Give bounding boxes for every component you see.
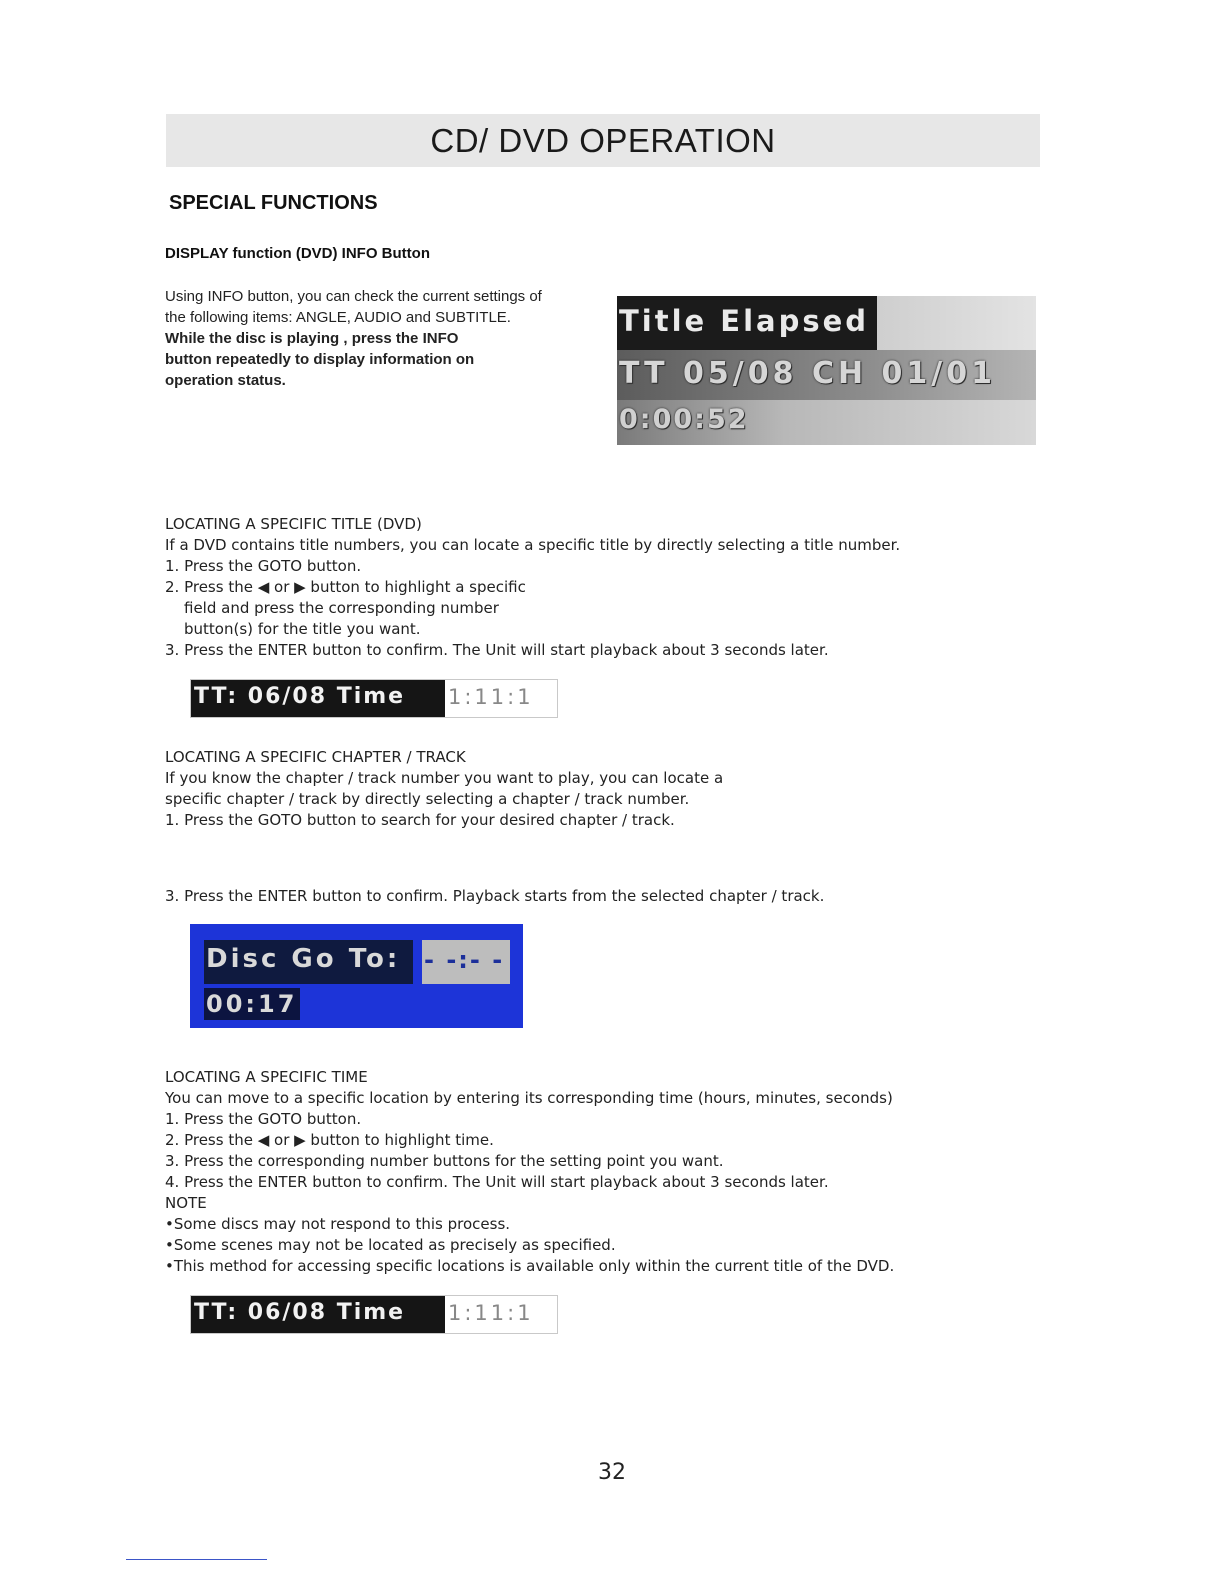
time-step: 4. Press the ENTER button to confirm. The Unit will start playback about 3 seconds later. [165,1173,829,1191]
disc-goto-label: Disc Go To: [206,944,401,974]
chapter-step: 1. Press the GOTO button to search for your desired chapter / track. [165,811,675,829]
intro-bold-line: button repeatedly to display information on [165,351,475,368]
note-heading: NOTE [165,1194,207,1212]
time-section [165,1067,894,1277]
tt-time-value: 1:11:1 [448,1301,534,1325]
title-step: 2. Press the ◀ or ▶ button to highlight a specific [165,578,526,596]
tt-label: TT: 06/08 Time [194,684,406,709]
footer-rule [126,1559,267,1560]
note-item: •Some discs may not respond to this process. [165,1215,511,1233]
chapter-section-heading: LOCATING A SPECIFIC CHAPTER / TRACK [165,748,466,766]
title-section-heading: LOCATING A SPECIFIC TITLE (DVD) [165,515,422,533]
tt-label: TT: 06/08 Time [194,1300,406,1325]
intro-bold-line: operation status. [165,372,286,389]
tt-time-value: 1:11:1 [448,685,534,709]
title-step: button(s) for the title you want. [184,620,421,638]
time-section-text: You can move to a specific location by entering its corresponding time (hours, minutes, seconds) [165,1089,893,1107]
info-osd-screenshot [617,296,1036,445]
disc-goto-field: - -:- - [424,946,505,974]
chapter-step-3: 3. Press the ENTER button to confirm. Playback starts from the selected chapter / track. [165,887,825,905]
note-item: •This method for accessing specific locations is available only within the current title of the DVD. [165,1257,895,1275]
chapter-section [165,747,723,831]
intro-line: Using INFO button, you can check the current settings of [165,288,542,305]
time-step: 2. Press the ◀ or ▶ button to highlight time. [165,1131,494,1149]
title-step: field and press the corresponding number [184,599,499,617]
osd-title-chapter: TT 05/08 CH 01/01 [619,356,996,391]
display-intro [165,286,585,391]
disc-goto-osd [190,924,523,1028]
osd-elapsed-time: 0:00:52 [619,404,749,435]
intro-line: the following items: ANGLE, AUDIO and SUBTITLE. [165,309,511,326]
display-heading: DISPLAY function (DVD) INFO Button [165,245,430,262]
time-step: 3. Press the corresponding number buttons for the setting point you want. [165,1152,724,1170]
page-header [166,114,1040,167]
osd-title-elapsed: Title Elapsed [619,304,870,338]
page-number: 32 [598,1460,626,1485]
title-section [165,514,900,661]
section-heading: SPECIAL FUNCTIONS [169,192,378,214]
title-step: 1. Press the GOTO button. [165,557,362,575]
chapter-section-text: If you know the chapter / track number you want to play, you can locate a [165,769,724,787]
page-title: CD/ DVD OPERATION [430,121,776,159]
disc-goto-time: 00:17 [206,990,298,1018]
tt-time-osd [190,679,558,718]
title-step: 3. Press the ENTER button to confirm. The Unit will start playback about 3 seconds later. [165,641,829,659]
chapter-section-text: specific chapter / track by directly selecting a chapter / track number. [165,790,690,808]
title-section-text: If a DVD contains title numbers, you can locate a specific title by directly selecting a title number. [165,536,901,554]
tt-time-osd [190,1295,558,1334]
time-section-heading: LOCATING A SPECIFIC TIME [165,1068,368,1086]
intro-bold-line: While the disc is playing , press the INFO [165,330,459,347]
note-item: •Some scenes may not be located as precisely as specified. [165,1236,616,1254]
time-step: 1. Press the GOTO button. [165,1110,362,1128]
